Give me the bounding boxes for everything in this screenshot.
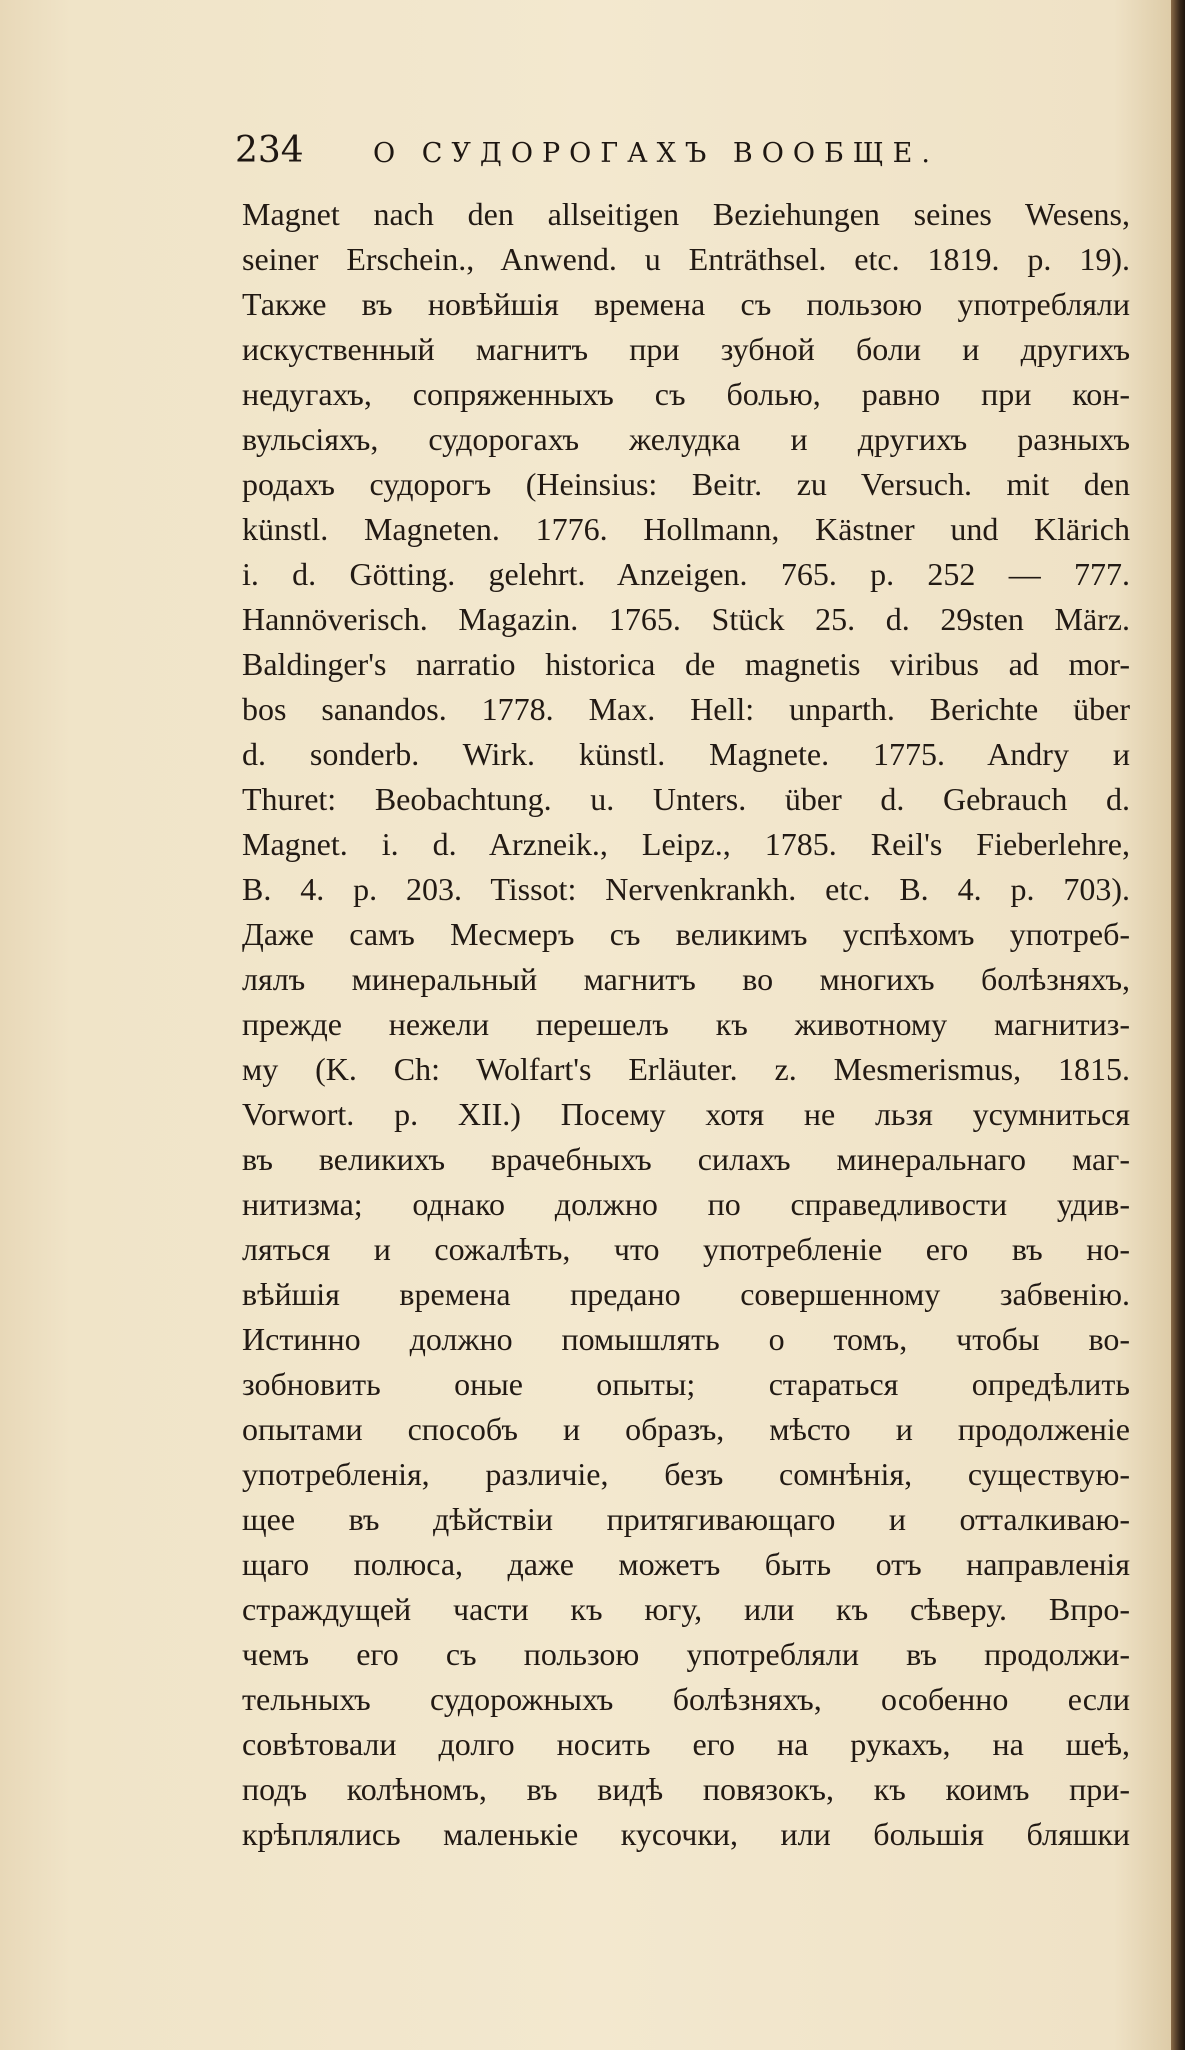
text-line: вѣйшія времена предано совершенному забвенію. — [242, 1276, 1130, 1312]
text-line: совѣтовали долго носить его на рукахъ, на шеѣ, — [242, 1726, 1130, 1762]
text-line: употребленія, различіе, безъ сомнѣнія, существую- — [242, 1456, 1130, 1492]
text-line: Даже самъ Месмеръ съ великимъ успѣхомъ употреб- — [242, 916, 1130, 952]
page-number: 234 — [235, 130, 304, 171]
text-line: künstl. Magneten. 1776. Hollmann, Kästner und Klärich — [242, 511, 1130, 547]
text-line: Magnet. i. d. Arzneik., Leipz., 1785. Reil's Fieberlehre, — [242, 826, 1130, 862]
text-line: Hannöverisch. Magazin. 1765. Stück 25. d. 29sten März. — [242, 601, 1130, 637]
text-line: зобновить оные опыты; стараться опредѣлить — [242, 1366, 1130, 1402]
text-line: прежде нежели перешелъ къ животному магнитиз- — [242, 1006, 1130, 1042]
text-line: подъ колѣномъ, въ видѣ повязокъ, къ коимъ при- — [242, 1771, 1130, 1807]
text-line: Magnet nach den allseitigen Beziehungen seines Wesens, — [242, 196, 1130, 232]
text-line: Vorwort. p. XII.) Посему хотя не льзя усумниться — [242, 1096, 1130, 1132]
text-line: крѣплялись маленькіе кусочки, или большія бляшки — [242, 1816, 1130, 1852]
text-line: недугахъ, сопряженныхъ съ болью, равно при кон- — [242, 376, 1130, 412]
page-header — [235, 130, 955, 180]
text-line: B. 4. p. 203. Tissot: Nervenkrankh. etc. B. 4. p. 703). — [242, 871, 1130, 907]
running-title: О СУДОРОГАХЪ ВООБЩЕ. — [373, 138, 939, 169]
text-line: вульсіяхъ, судорогахъ желудка и другихъ разныхъ — [242, 421, 1130, 457]
text-line: чемъ его съ пользою употребляли въ продолжи- — [242, 1636, 1130, 1672]
text-line: Истинно должно помышлять о томъ, чтобы во- — [242, 1321, 1130, 1357]
text-line: опытами способъ и образъ, мѣсто и продолженіе — [242, 1411, 1130, 1447]
text-line: seiner Erschein., Anwend. u Enträthsel. etc. 1819. p. 19). — [242, 241, 1130, 277]
text-line: щее въ дѣйствіи притягивающаго и отталкиваю- — [242, 1501, 1130, 1537]
text-line: щаго полюса, даже можетъ быть отъ направленія — [242, 1546, 1130, 1582]
text-line: въ великихъ врачебныхъ силахъ минеральнаго маг- — [242, 1141, 1130, 1177]
text-line: тельныхъ судорожныхъ болѣзняхъ, особенно если — [242, 1681, 1130, 1717]
text-line: му (K. Ch: Wolfart's Erläuter. z. Mesmerismus, 1815. — [242, 1051, 1130, 1087]
text-line: родахъ судорогъ (Heinsius: Beitr. zu Versuch. mit den — [242, 466, 1130, 502]
text-line: ляться и сожалѣть, что употребленіе его въ но- — [242, 1231, 1130, 1267]
text-line: bos sanandos. 1778. Max. Hell: unparth. Berichte über — [242, 691, 1130, 727]
text-line: нитизма; однако должно по справедливости удив- — [242, 1186, 1130, 1222]
text-line: Thuret: Beobachtung. u. Unters. über d. Gebrauch d. — [242, 781, 1130, 817]
text-line: d. sonderb. Wirk. künstl. Magnete. 1775. Andry и — [242, 736, 1130, 772]
body-text — [242, 192, 1130, 1857]
text-line: Baldinger's narratio historica de magnetis viribus ad mor- — [242, 646, 1130, 682]
text-line: i. d. Götting. gelehrt. Anzeigen. 765. p. 252 — 777. — [242, 556, 1130, 592]
text-line: искуственный магнитъ при зубной боли и другихъ — [242, 331, 1130, 367]
text-line: Также въ новѣйшія времена съ пользою употребляли — [242, 286, 1130, 322]
text-line: лялъ минеральный магнитъ во многихъ болѣзняхъ, — [242, 961, 1130, 997]
text-line: страждущей части къ югу, или къ сѣверу. Впро- — [242, 1591, 1130, 1627]
page-edge-shadow — [1171, 0, 1185, 2050]
